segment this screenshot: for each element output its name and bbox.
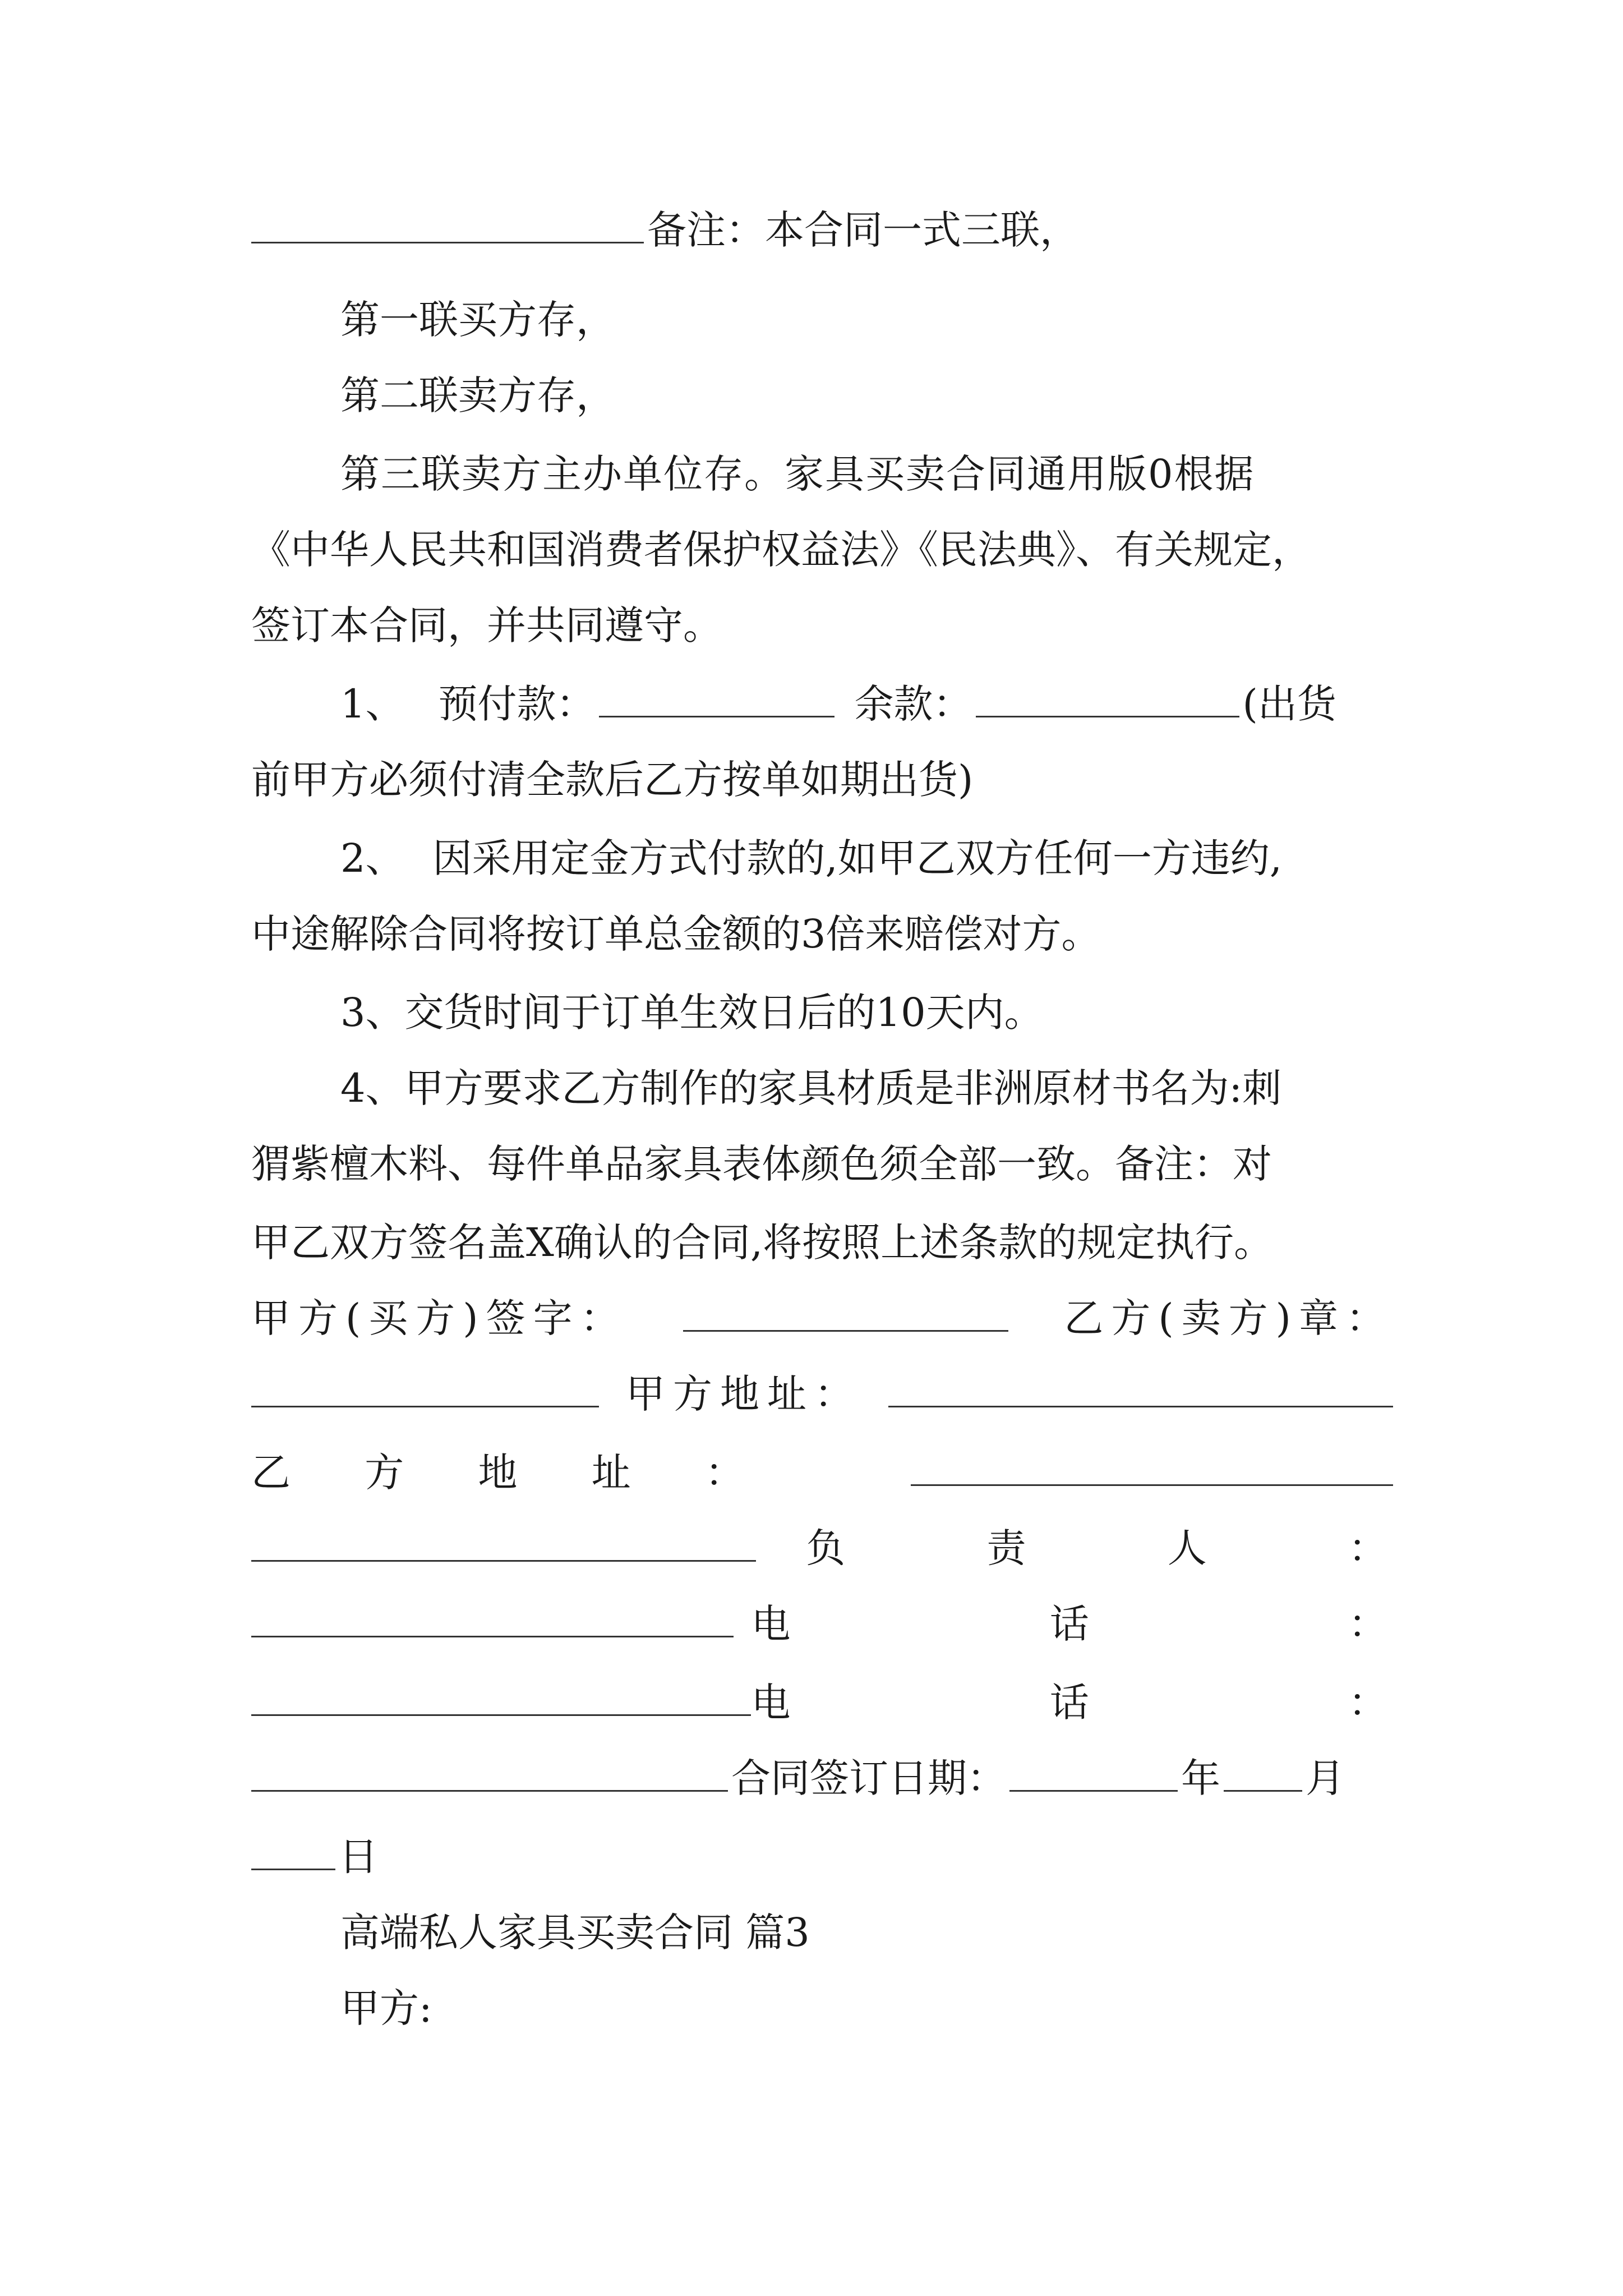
clause-2-text: 因采用定金方式付款的,如甲乙双方任何一方违约, bbox=[432, 835, 1283, 881]
prepayment-label: 预付款： bbox=[438, 681, 596, 727]
sign-date-label: 合同签订日期： bbox=[731, 1755, 1006, 1801]
sign-date-row bbox=[251, 1747, 1393, 1809]
party-b-address-blank bbox=[911, 1444, 1393, 1486]
clause-2-line bbox=[340, 827, 1393, 889]
day-blank bbox=[251, 1828, 335, 1870]
year-blank bbox=[1009, 1750, 1178, 1792]
prepayment-blank bbox=[599, 675, 834, 717]
signature-row bbox=[251, 1287, 1393, 1349]
party-a-sign-blank bbox=[683, 1290, 1008, 1332]
party-a-address-blank bbox=[888, 1365, 1393, 1407]
party-a-sign-label: 甲方(买方)签字： bbox=[251, 1295, 628, 1341]
blank-underline bbox=[251, 1595, 734, 1637]
blank-underline bbox=[251, 1674, 751, 1716]
party-b-address-row bbox=[251, 1442, 1393, 1503]
party-a-address-label: 甲方地址： bbox=[626, 1371, 861, 1417]
copy-one-line: 第一联买方存， bbox=[340, 297, 615, 343]
clause-4-note: 甲乙双方签名盖X确认的合同,将按照上述条款的规定执行。 bbox=[251, 1220, 1274, 1266]
party-b-address-label: 乙 方 地 址 ： bbox=[251, 1450, 745, 1496]
party-b-seal-label: 乙方(卖方)章： bbox=[1064, 1295, 1393, 1341]
phone-label-2: 电 话 ： bbox=[751, 1680, 1387, 1726]
blank-underline bbox=[251, 1750, 728, 1792]
month-label: 月 bbox=[1306, 1755, 1345, 1801]
day-label: 日 bbox=[339, 1834, 378, 1880]
clause-1-note: (出货 bbox=[1242, 681, 1336, 727]
note-text: 备注：本合同一式三联， bbox=[647, 207, 1079, 253]
month-blank bbox=[1224, 1750, 1302, 1792]
clause-1-number: 1、 bbox=[340, 681, 405, 727]
responsible-person-label: 负 责 人 ： bbox=[806, 1525, 1387, 1571]
clause-2-number: 2、 bbox=[340, 835, 405, 881]
section-heading: 高端私人家具买卖合同 篇3 bbox=[340, 1910, 810, 1955]
phone-row-1 bbox=[251, 1593, 1393, 1655]
blank-underline bbox=[251, 1520, 756, 1562]
clause-4-continued: 猬紫檀木料、每件单品家具表体颜色须全部一致。备注：对 bbox=[251, 1141, 1272, 1187]
law-reference-line: 《中华人民共和国消费者保护权益法》《民法典》、有关规定， bbox=[251, 527, 1311, 573]
clause-1-line bbox=[340, 673, 1393, 735]
balance-label: 余款： bbox=[854, 681, 972, 727]
balance-blank bbox=[976, 675, 1239, 717]
party-a-address-row bbox=[251, 1363, 1393, 1425]
year-label: 年 bbox=[1181, 1755, 1220, 1801]
sign-agree-line: 签订本合同，并共同遵守。 bbox=[251, 602, 722, 648]
clause-1-continued: 前甲方必须付清全款后乙方按单如期出货) bbox=[251, 757, 974, 803]
blank-underline bbox=[251, 1365, 599, 1407]
responsible-person-row bbox=[251, 1517, 1393, 1579]
clause-2-continued: 中途解除合同将按订单总金额的3倍来赔偿对方。 bbox=[251, 911, 1101, 957]
clause-4-line: 4、甲方要求乙方制作的家具材质是非洲原材书名为:刺 bbox=[340, 1065, 1282, 1111]
copy-three-line: 第三联卖方主办单位存。家具买卖合同通用版0根据 bbox=[340, 451, 1255, 497]
phone-row-2 bbox=[251, 1672, 1393, 1733]
clause-3-line: 3、交货时间于订单生效日后的10天内。 bbox=[340, 990, 1044, 1036]
blank-underline bbox=[251, 201, 644, 243]
day-row bbox=[251, 1826, 1393, 1888]
note-line bbox=[251, 199, 1393, 261]
party-a-heading: 甲方: bbox=[340, 1985, 432, 2031]
copy-two-line: 第二联卖方存， bbox=[340, 372, 615, 418]
phone-label-1: 电 话 ： bbox=[751, 1601, 1387, 1647]
